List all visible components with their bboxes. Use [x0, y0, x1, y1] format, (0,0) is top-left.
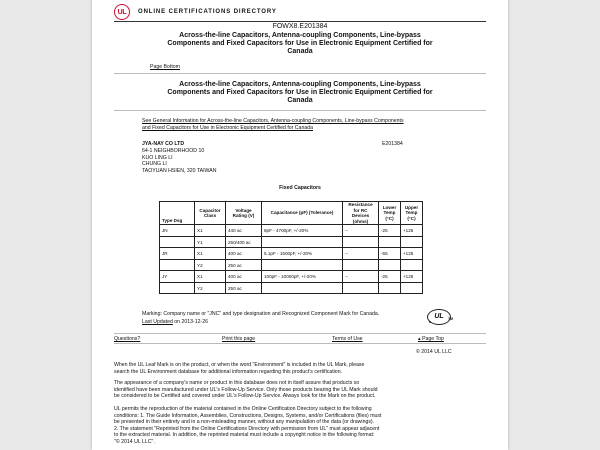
- page-title: [114, 32, 486, 56]
- table-cell: 250 ac: [226, 259, 262, 271]
- ul-mark-tm: TM: [447, 317, 453, 321]
- table-cell: 250/400 ac: [226, 236, 262, 248]
- paragraph-line: conditions: 1. The Guide Information, Assemblies, Constructions, Designs, Systems, and/or Certifications (files) must: [114, 412, 382, 419]
- divider: [114, 343, 486, 344]
- table-cell: [262, 282, 343, 294]
- general-information-link[interactable]: [142, 118, 500, 132]
- table-cell: 400 ac: [226, 271, 262, 283]
- reproduction-paragraph: [114, 406, 486, 446]
- paragraph-line: UL permits the reproduction of the material contained in the Online Certification Directory subject to the following: [114, 406, 372, 412]
- page-top-link[interactable]: [418, 336, 444, 342]
- address-line: 64-1 NEIGHBORHOOD 10: [142, 147, 205, 154]
- table-cell: -55: [379, 248, 401, 260]
- file-code: FOWX8.E201384: [272, 23, 328, 30]
- header: [114, 4, 494, 22]
- table-cell: 8pF - 4700pF, +/-20%: [262, 225, 343, 237]
- ul-recognized-mark-icon: [427, 309, 451, 325]
- table-cell: [343, 259, 379, 271]
- column-header: Upper Temp (°C): [401, 202, 423, 225]
- column-header: Voltage Rating (V): [226, 202, 262, 225]
- company-name: JYA-NAY CO LTD: [142, 141, 185, 147]
- paragraph-line: to the extracted material. In addition, the reprinted material must include a copyright notice in the following format:: [114, 432, 375, 439]
- page-title-line: Across-the-line Capacitors, Antenna-coupling Components, Line-bypass: [179, 32, 421, 39]
- table-cell: [401, 259, 423, 271]
- table-cell: 5.1pF - 1500pF, +/-20%: [262, 248, 343, 260]
- table-row: [160, 271, 423, 283]
- table-cell: 400 ac: [226, 248, 262, 260]
- ul-logo-icon[interactable]: UL: [114, 4, 130, 20]
- table-cell: --: [343, 248, 379, 260]
- table-cell: +125: [401, 248, 423, 260]
- table-cell: Y2: [195, 259, 226, 271]
- ul-mark-c: c: [429, 319, 432, 324]
- table-cell: [262, 236, 343, 248]
- column-header: Capacitance (pF) (Tolerance): [262, 202, 343, 225]
- table-cell: [343, 282, 379, 294]
- address-line: CHUNG LI: [142, 161, 167, 168]
- address-line: KUO LING LI: [142, 154, 173, 161]
- column-header: Resistance for RC Devices (ohms): [343, 202, 379, 225]
- table-cell: [379, 282, 401, 294]
- section-title-line: Canada: [287, 97, 313, 104]
- page-title-line: Components and Fixed Capacitors for Use in Electronic Equipment Certified for: [167, 40, 433, 47]
- table-cell: -25: [379, 225, 401, 237]
- table-cell: Y2: [195, 282, 226, 294]
- table-header-row: [160, 202, 423, 225]
- table-row: [160, 236, 423, 248]
- table-cell: 250 ac: [226, 282, 262, 294]
- table-cell: -25: [379, 271, 401, 283]
- table-row: [160, 259, 423, 271]
- directory-title: ONLINE CERTIFICATIONS DIRECTORY: [138, 9, 277, 15]
- questions-link[interactable]: Questions?: [114, 336, 141, 342]
- header-divider: [114, 21, 486, 22]
- table-cell: [343, 236, 379, 248]
- table-cell: [401, 236, 423, 248]
- last-updated: [142, 319, 208, 326]
- table-cell: X1: [195, 225, 226, 237]
- table-cell: 100pF - 10000pF, +/-20%: [262, 271, 343, 283]
- table-row: [160, 248, 423, 260]
- table-cell: [379, 259, 401, 271]
- section-title-line: Across-the-line Capacitors, Antenna-coupling Components, Line-bypass: [179, 81, 421, 88]
- divider: [114, 333, 486, 334]
- paragraph-line: be presented in their entirety and in a non-misleading manner, without any manipulation of the data (or drawings).: [114, 419, 375, 426]
- table-cell: Y1: [195, 236, 226, 248]
- table-cell: JY: [160, 271, 195, 283]
- copyright: © 2014 UL LLC: [416, 349, 452, 355]
- table-cell: [262, 259, 343, 271]
- paragraph-line: 2. The statement "Reprinted from the Online Certifications Directory with permission from UL" must appear adjacent: [114, 425, 380, 432]
- table-row: [160, 225, 423, 237]
- arrow-up-icon: ▴: [418, 336, 421, 342]
- paragraph-line: "© 2014 UL LLC".: [114, 438, 155, 445]
- table-cell: [401, 282, 423, 294]
- column-header: Lower Temp (°C): [379, 202, 401, 225]
- divider: [114, 73, 486, 74]
- table-cell: X1: [195, 271, 226, 283]
- table-row: [160, 282, 423, 294]
- page-title-line: Canada: [287, 48, 313, 55]
- divider: [114, 110, 486, 111]
- table-cell: [160, 236, 195, 248]
- ul-mark-letters: UL: [434, 313, 444, 320]
- table-cell: [160, 282, 195, 294]
- marking-text: Marking: Company name or "JNC" and type designation and Recognized Component Mark for Canada.: [142, 311, 380, 317]
- table-cell: X1: [195, 248, 226, 260]
- paragraph-line: identified have been manufactured under UL's Follow-Up Service. Only those products bearing the UL Mark should: [114, 386, 378, 393]
- table-cell: +125: [401, 225, 423, 237]
- page-top-label: Page Top: [422, 336, 444, 342]
- page-bottom-link[interactable]: Page Bottom: [150, 64, 180, 70]
- table-cell: --: [343, 271, 379, 283]
- last-updated-link[interactable]: Last Updated: [142, 319, 173, 325]
- general-info-line: See General Information for Across-the-line Capacitors, Antenna-coupling Components, Line-bypass Components: [142, 118, 404, 124]
- address-line: TAOYUAN HSIEN, 320 TAIWAN: [142, 168, 217, 175]
- paragraph-line: be considered to be Certified and covered under UL's Follow-Up Service. Always look for the Mark on the product.: [114, 393, 376, 400]
- print-page-link[interactable]: Print this page: [222, 336, 256, 342]
- section-title: [114, 81, 486, 105]
- file-number: E201384: [382, 141, 403, 147]
- table-cell: [379, 236, 401, 248]
- column-header: Type Dsg: [160, 202, 195, 225]
- paragraph-line: When the UL Leaf Mark is on the product, or when the word "Environment" is included in the UL Mark, please: [114, 362, 365, 368]
- company-block: [142, 141, 216, 175]
- table-caption: Fixed Capacitors: [279, 185, 321, 191]
- table-cell: +125: [401, 271, 423, 283]
- table-cell: --: [343, 225, 379, 237]
- section-title-line: Components and Fixed Capacitors for Use in Electronic Equipment Certified for: [167, 89, 433, 96]
- environment-paragraph: [114, 362, 486, 375]
- table-cell: JN: [160, 225, 195, 237]
- disclaimer-paragraph: [114, 380, 486, 400]
- table-cell: [160, 259, 195, 271]
- table-cell: JR: [160, 248, 195, 260]
- terms-of-use-link[interactable]: Terms of Use: [332, 336, 363, 342]
- last-updated-date: on 2013-12-26: [172, 319, 209, 325]
- table-cell: 440 ac: [226, 225, 262, 237]
- paragraph-line: The appearance of a company's name or product in this database does not in itself assure that products so: [114, 380, 360, 386]
- certification-page: [92, 0, 508, 450]
- general-info-line: and Fixed Capacitors for Use in Electronic Equipment Certified for Canada: [142, 124, 313, 131]
- column-header: Capacitor Class: [195, 202, 226, 225]
- paragraph-line: search the UL Environment database for additional information regarding this product's certification.: [114, 368, 343, 375]
- fixed-capacitors-table: [159, 201, 423, 294]
